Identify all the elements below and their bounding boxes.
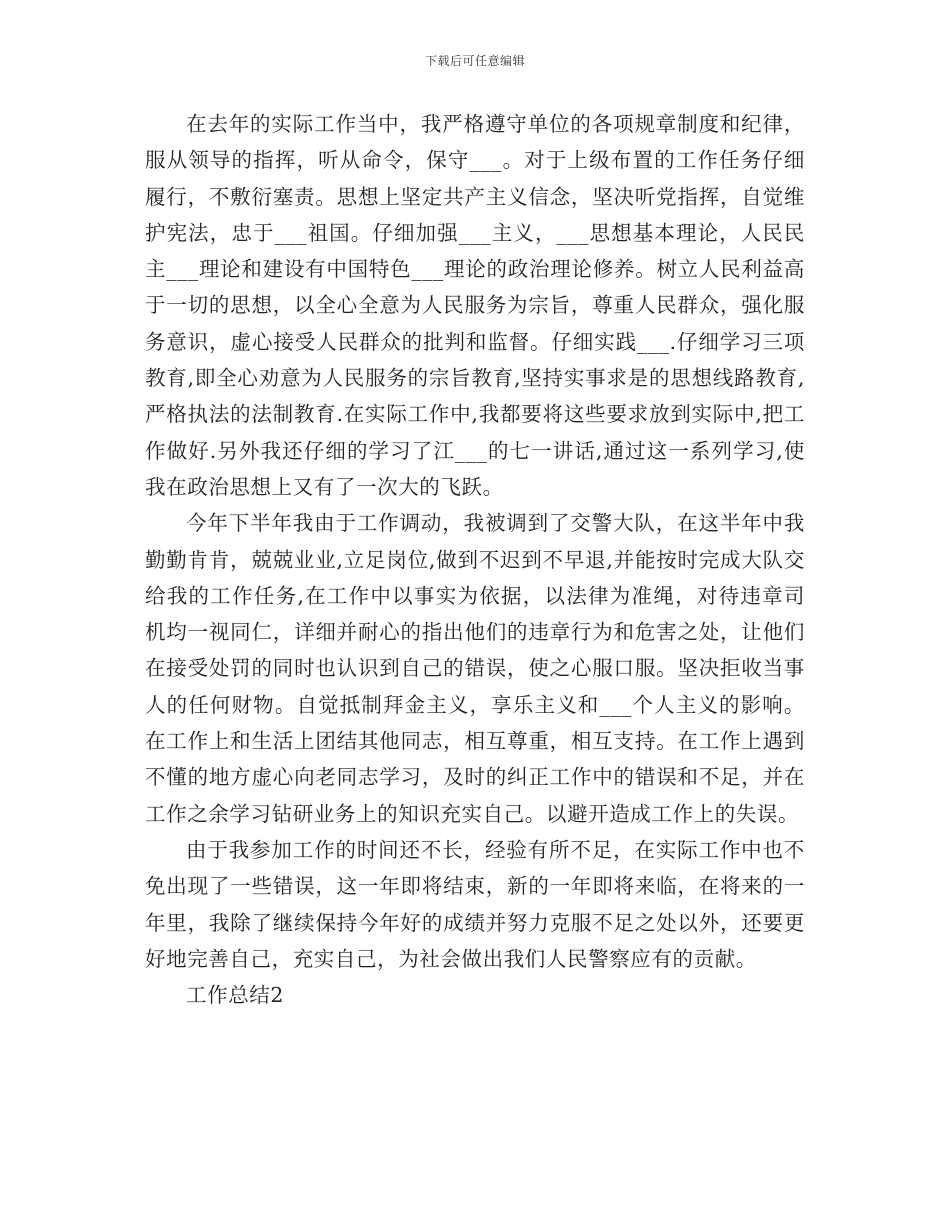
page-header-note: 下载后可任意编辑 (424, 54, 525, 68)
document-body (145, 106, 805, 1013)
paragraph-3: 由于我参加工作的时间还不长，经验有所不足，在实际工作中也不免出现了一些错误，这一年即将结束，新的一年即将来临，在将来的一年里，我除了继续保持今年好的成绩并努力克服不足之处以外，还要更好地完善自己，充实自己，为社会做出我们人民警察应有的贡献。 (145, 837, 805, 971)
section-heading: 工作总结2 (186, 983, 285, 1008)
paragraph-1: 在去年的实际工作当中，我严格遵守单位的各项规章制度和纪律，服从领导的指挥，听从命令，保守___。对于上级布置的工作任务仔细履行，不敷衍塞责。思想上坚定共产主义信念，坚决听党指挥，自觉维护宪法，忠于___祖国。仔细加强___主义，___思想基本理论，人民民主___理论和建设有中国特色___理论的政治理论修养。树立人民利益高于一切的思想，以全心全意为人民服务为宗旨，尊重人民群众，强化服务意识，虚心接受人民群众的批判和监督。仔细实践___.仔细学习三项教育,即全心劝意为人民服务的宗旨教育,坚持实事求是的思想线路教育,严格执法的法制教育.在实际工作中,我都要将这些要求放到实际中,把工作做好.另外我还仔细的学习了江___的七一讲话,通过这一系列学习,使我在政治思想上又有了一次大的飞跃。 (145, 112, 805, 499)
paragraph-2: 今年下半年我由于工作调动，我被调到了交警大队，在这半年中我勤勤肯肯，兢兢业业,立足岗位,做到不迟到不早退,并能按时完成大队交给我的工作任务,在工作中以事实为依据，以法律为准绳，对待违章司机均一视同仁，详细并耐心的指出他们的违章行为和危害之处，让他们在接受处罚的同时也认识到自己的错误，使之心服口服。坚决拒收当事人的任何财物。自觉抵制拜金主义，享乐主义和___个人主义的影响。在工作上和生活上团结其他同志，相互尊重，相互支持。在工作上遇到不懂的地方虚心向老同志学习，及时的纠正工作中的错误和不足，并在工作之余学习钻研业务上的知识充实自己。以避开造成工作上的失误。 (145, 511, 805, 826)
